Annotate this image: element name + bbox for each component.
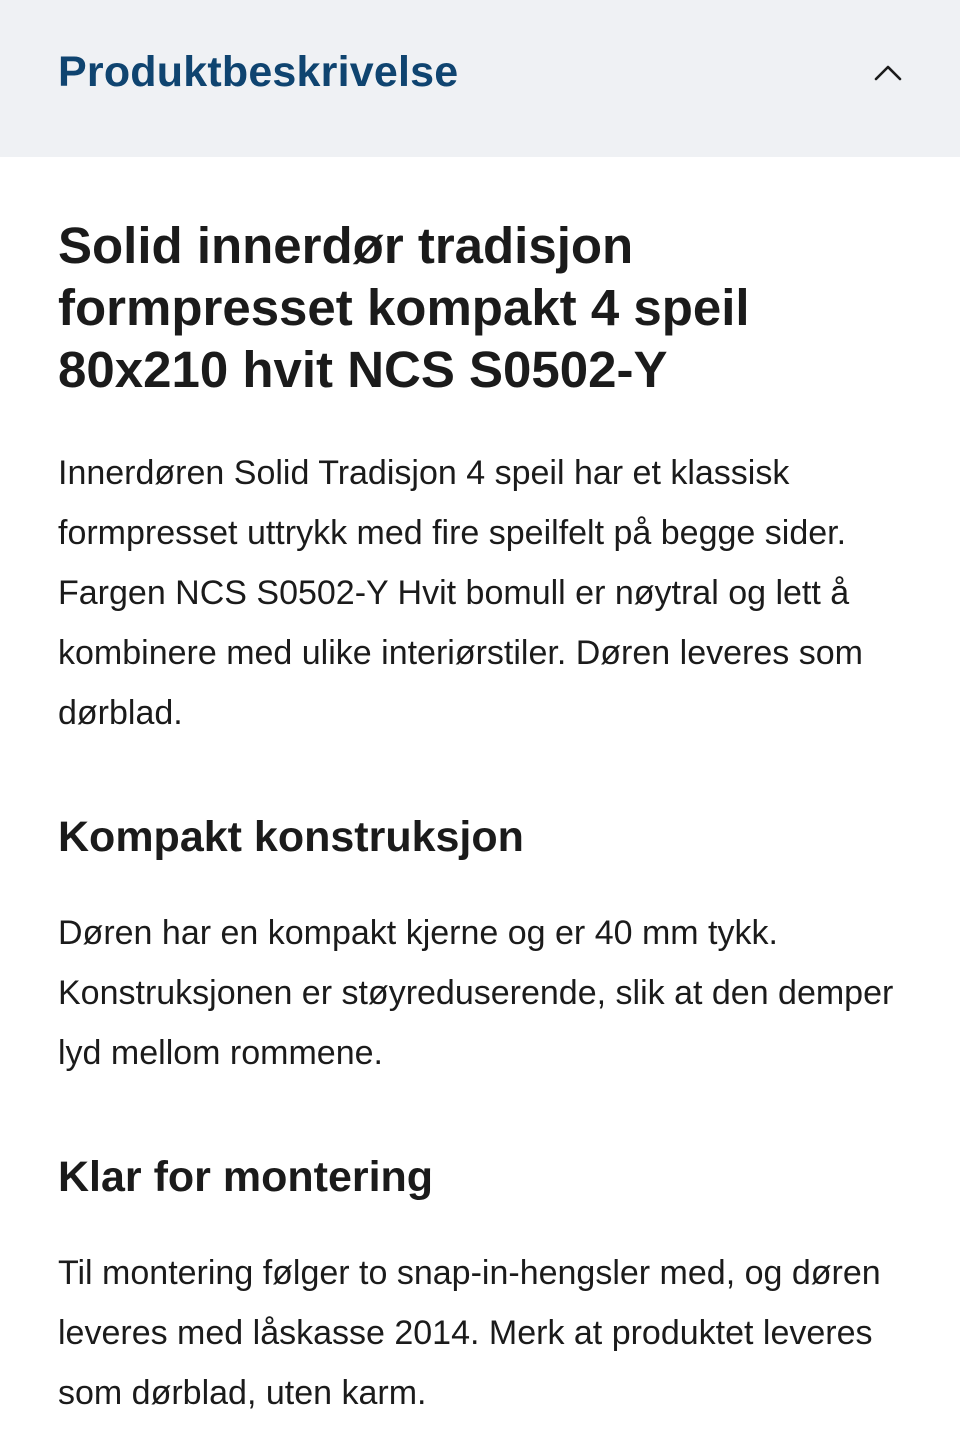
section-heading-construction: Kompakt konstruksjon	[58, 813, 524, 861]
section-heading-mounting: Klar for montering	[58, 1153, 434, 1201]
product-intro: Innerdøren Solid Tradisjon 4 speil har et klassisk formpresset uttrykk med fire speilfelt på begge sider. Fargen NCS S0502-Y Hvit bomull er nøytral og lett å kombinere med ulike interiørstiler. Døren leveres som dørblad.	[58, 454, 863, 732]
accordion-title: Produktbeskrivelse	[58, 48, 459, 96]
accordion-header[interactable]	[0, 0, 960, 157]
section-body-mounting: Til montering følger to snap-in-hengsler med, og døren leveres med låskasse 2014. Merk at produktet leveres som dørblad, uten karm.	[58, 1254, 881, 1412]
chevron-up-icon[interactable]	[858, 43, 918, 103]
product-description-content	[0, 157, 960, 1423]
section-body-construction: Døren har en kompakt kjerne og er 40 mm tykk. Konstruksjonen er støyreduserende, slik at den demper lyd mellom rommene.	[58, 914, 894, 1072]
product-title: Solid innerdør tradisjon formpresset kompakt 4 speil 80x210 hvit NCS S0502-Y	[58, 217, 750, 398]
